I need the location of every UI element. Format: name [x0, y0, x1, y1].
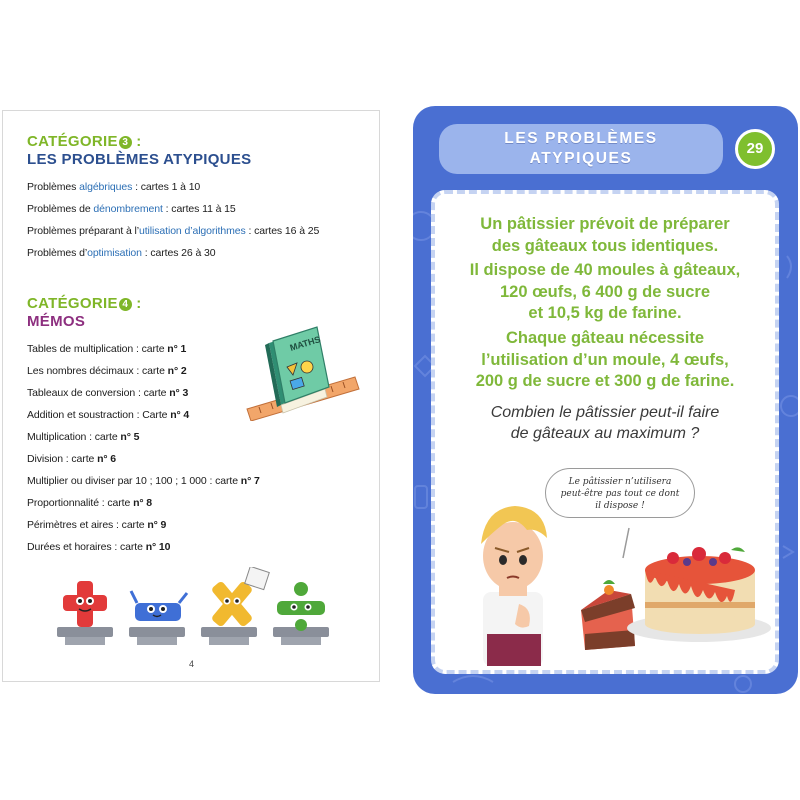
page-number: 4: [189, 659, 195, 669]
divide-mascot-icon: [277, 582, 325, 631]
list-item: Problèmes de dénombrement : cartes 11 à 15: [27, 203, 236, 215]
problem-requirements: Chaque gâteau nécessite l’utilisation d’un moule, 4 œufs, 200 g de sucre et 300 g de farine.: [475, 329, 735, 390]
plus-mascot-icon: [63, 581, 107, 627]
category-title: MÉMOS: [27, 313, 86, 330]
cake-slice-icon: [581, 580, 635, 650]
problem-data: Il dispose de 40 moules à gâteaux, 120 œufs, 6 400 g de sucre et 10,5 kg de farine.: [469, 261, 741, 322]
card-number-badge: 29: [735, 129, 775, 169]
cake-icon: [627, 547, 771, 642]
left-page: [2, 110, 380, 682]
problem-statement: Un pâtissier prévoit de préparer des gâteaux tous identiques.: [480, 215, 730, 255]
book-label: MATHS: [288, 334, 322, 353]
list-item: Proportionnalité : carte n° 8: [27, 497, 153, 509]
category-4-heading: CATÉGORIE 4 : MÉMOS: [27, 295, 142, 330]
speech-tail-icon: [623, 528, 629, 558]
list-item: Addition et soustraction : Carte n° 4: [27, 409, 190, 421]
book-icon: [265, 327, 329, 413]
list-item: Périmètres et aires : carte n° 9: [27, 519, 167, 531]
category-label: CATÉGORIE: [27, 295, 118, 312]
list-item: Durées et horaires : carte n° 10: [27, 541, 171, 553]
problem-question: Combien le pâtissier peut-il faire de gâteaux au maximum ?: [490, 404, 720, 442]
list-item: Les nombres décimaux : carte n° 2: [27, 365, 187, 377]
minus-mascot-icon: [131, 591, 187, 621]
card-content-panel: [431, 190, 779, 674]
boy-icon: [481, 506, 547, 666]
math-book-illustration: [243, 319, 363, 421]
list-item: Multiplication : carte n° 5: [27, 431, 140, 443]
times-mascot-icon: [211, 567, 270, 628]
problem-card: [413, 106, 798, 694]
baker-cake-illustration: [435, 194, 775, 670]
category-number-badge: 3: [119, 136, 132, 149]
math-operators-mascots: [51, 567, 341, 651]
list-item: Problèmes algébriques : cartes 1 à 10: [27, 181, 201, 193]
category-title: LES PROBLÈMES ATYPIQUES: [27, 151, 252, 168]
list-item: Tableaux de conversion : carte n° 3: [27, 387, 189, 399]
list-item: Multiplier ou diviser par 10 ; 100 ; 1 000 : carte n° 7: [27, 475, 260, 487]
card-title: LES PROBLÈMES ATYPIQUES: [439, 124, 723, 174]
category-number-badge: 4: [119, 298, 132, 311]
list-item: Problèmes d’optimisation : cartes 26 à 30: [27, 247, 216, 259]
list-item: Tables de multiplication : carte n° 1: [27, 343, 187, 355]
category-label: CATÉGORIE: [27, 133, 118, 150]
list-item: Problèmes préparant à l’utilisation d’algorithmes : cartes 16 à 25: [27, 225, 320, 237]
hint-speech-bubble: Le pâtissier n’utilisera peut-être pas tout ce dont il dispose !: [545, 468, 695, 518]
category-3-heading: CATÉGORIE 3 : LES PROBLÈMES ATYPIQUES: [27, 133, 252, 168]
list-item: Division : carte n° 6: [27, 453, 117, 465]
desk-icon: [57, 627, 329, 645]
